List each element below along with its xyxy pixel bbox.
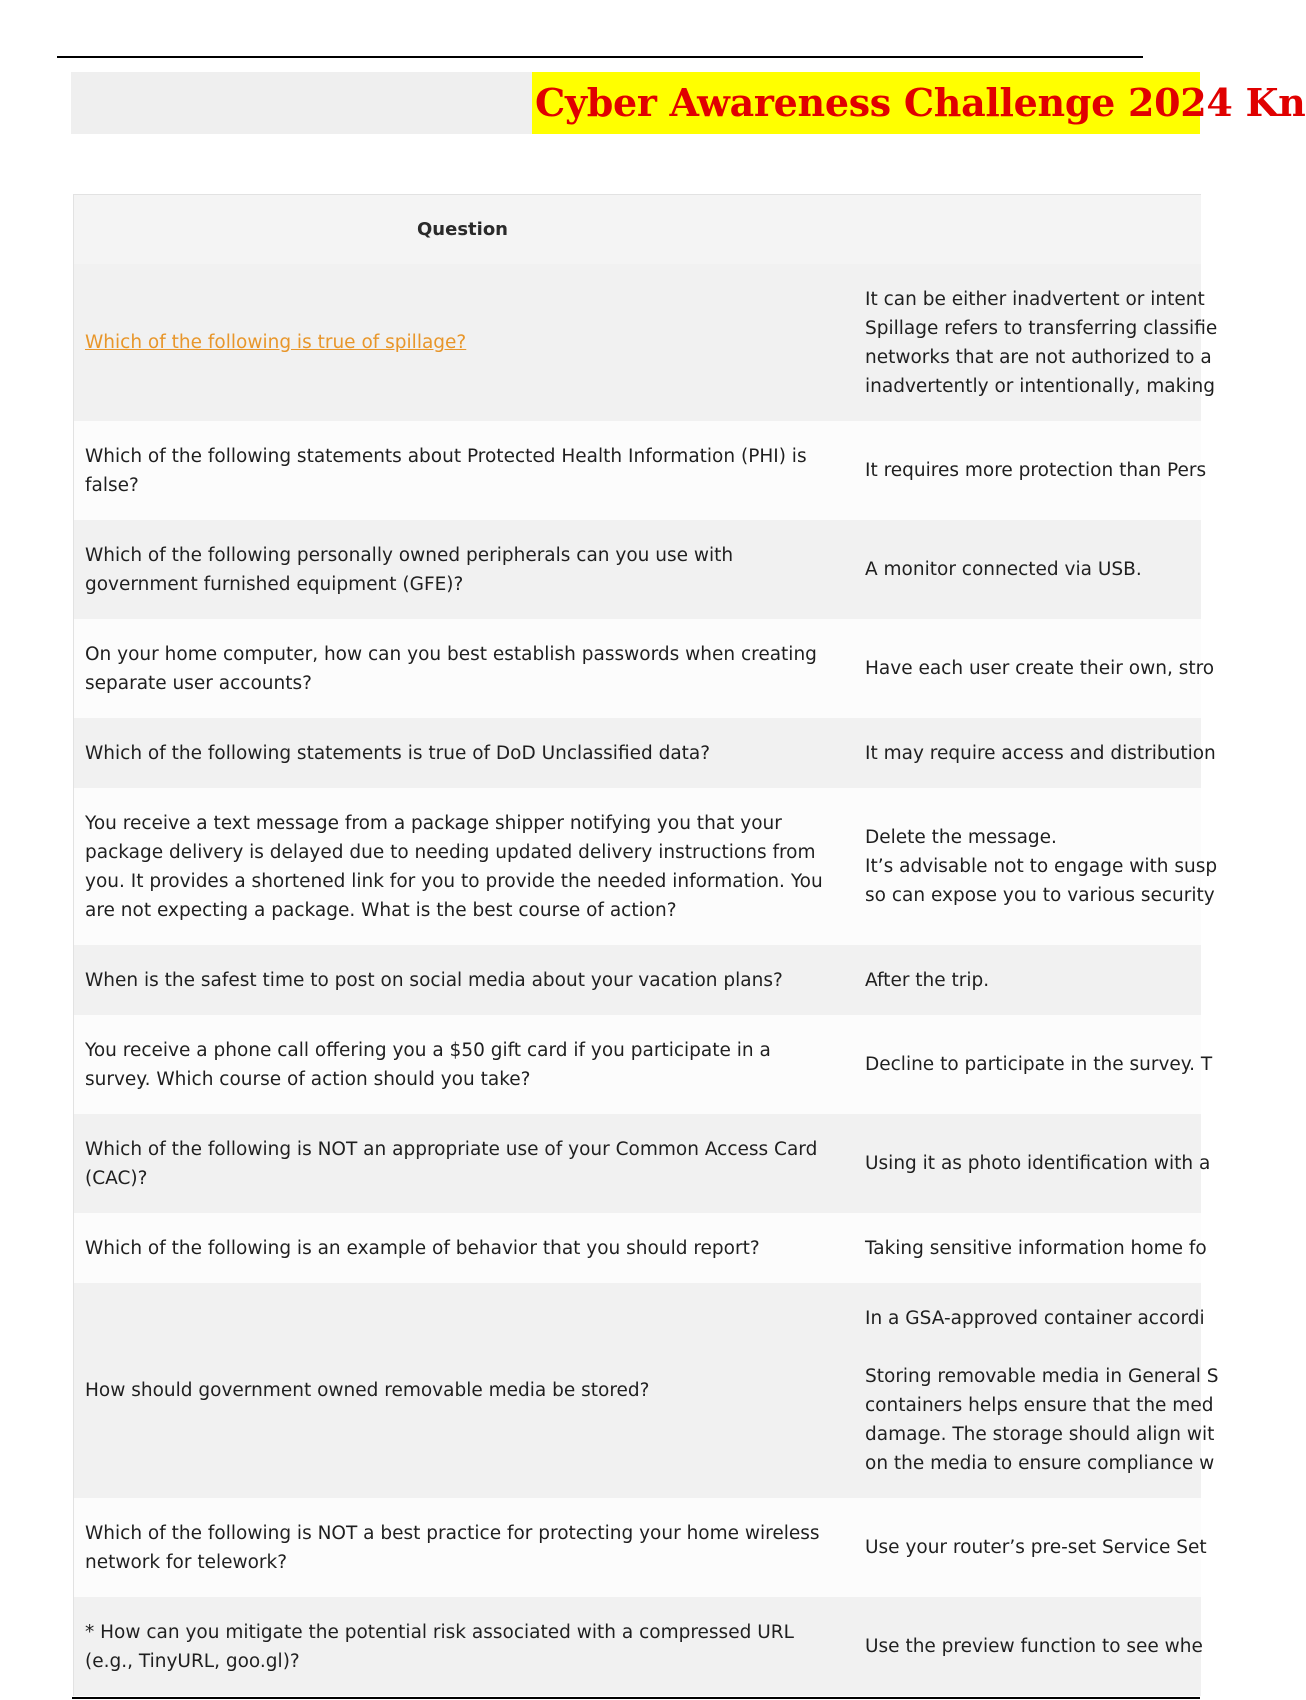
question-cell: Which of the following personally owned peripherals can you use with government furnished equipment (GFE)? — [85, 544, 734, 595]
table-row — [74, 619, 1215, 718]
answer-line: Use the preview function to see whe — [865, 1636, 1203, 1657]
table-row — [74, 718, 1216, 788]
answer-line — [865, 1333, 1219, 1362]
answer-line: After the trip. — [865, 969, 990, 991]
table-row — [74, 1015, 1213, 1114]
question-cell: You receive a phone call offering you a $50 gift card if you participate in a survey. Which course of action should you take? — [85, 1039, 771, 1090]
answer-cell — [851, 1533, 1207, 1562]
bottom-rule — [72, 1697, 1200, 1699]
answer-cell — [851, 1149, 1210, 1178]
answer-line: It can be either inadvertent or intent — [865, 288, 1205, 310]
table-row — [74, 1283, 1219, 1498]
question-cell: Which of the following statements is true of DoD Unclassified data? — [85, 742, 711, 764]
answer-cell — [851, 1050, 1212, 1079]
top-rule — [57, 56, 1143, 58]
answer-cell — [851, 1304, 1219, 1478]
table-row — [74, 1213, 1207, 1283]
answer-line: damage. The storage should align wit — [865, 1423, 1215, 1445]
answer-line: Spillage refers to transferring classifie — [865, 317, 1218, 339]
answer-cell — [851, 823, 1217, 910]
answer-line: Decline to participate in the survey. T — [865, 1054, 1213, 1075]
table-row — [74, 1114, 1211, 1213]
answer-line: It may require access and distribution — [865, 742, 1216, 764]
answer-line: Delete the message. — [865, 827, 1057, 848]
answer-line: networks that are not authorized to a — [865, 346, 1212, 368]
answer-line: on the media to ensure compliance w — [865, 1452, 1215, 1474]
table-row — [74, 421, 1207, 520]
answer-cell — [851, 456, 1206, 485]
table-header-row — [74, 195, 1201, 264]
answer-cell — [851, 739, 1216, 768]
answer-line: Taking sensitive information home fo — [865, 1237, 1207, 1259]
table-row — [74, 945, 1201, 1015]
answer-line: It requires more protection than Pers — [865, 460, 1207, 481]
question-cell: Which of the following is an example of behavior that you should report? — [85, 1237, 760, 1259]
document-title: Cyber Awareness Challenge 2024 Kn — [535, 80, 1306, 125]
answer-line: Use your router’s pre-set Service Set — [865, 1537, 1207, 1558]
answer-line: so can expose you to various security — [865, 885, 1215, 906]
answer-cell — [851, 285, 1217, 401]
question-cell: You receive a text message from a package shipper notifying you that your package delivery is delayed due to needing updated delivery instructions from you. It provides a shortened link for you to provide the needed information. You are not expecting a package. What is the best course of action? — [85, 812, 823, 921]
answer-line: It’s advisable not to engage with susp — [865, 856, 1218, 877]
table-row — [74, 520, 1201, 619]
answer-cell — [851, 654, 1214, 683]
table-row — [74, 1597, 1201, 1696]
question-cell — [74, 328, 851, 357]
answer-cell — [851, 1234, 1207, 1263]
question-link[interactable]: Which of the following is true of spillage? — [85, 332, 467, 353]
answer-cell — [851, 1632, 1203, 1661]
question-cell: * How can you mitigate the potential risk associated with a compressed URL (e.g., TinyURL, goo.gl)? — [85, 1621, 794, 1672]
question-cell: On your home computer, how can you best establish passwords when creating separate user accounts? — [85, 643, 817, 694]
table-row — [74, 1498, 1207, 1597]
question-cell: When is the safest time to post on social media about your vacation plans? — [85, 969, 783, 991]
answer-line: inadvertently or intentionally, making — [865, 375, 1215, 397]
question-column-header: Question — [417, 219, 508, 240]
question-cell: Which of the following is NOT a best practice for protecting your home wireless network for telework? — [85, 1522, 820, 1573]
table-row — [74, 264, 1218, 421]
table-row — [74, 788, 1218, 945]
answer-line: Have each user create their own, stro — [865, 658, 1215, 679]
answer-line: In a GSA-approved container accordi — [865, 1307, 1205, 1329]
question-cell: Which of the following statements about Protected Health Information (PHI) is false? — [85, 445, 807, 496]
title-highlight — [532, 72, 1306, 134]
question-cell: How should government owned removable media be stored? — [85, 1380, 650, 1401]
answer-line: containers helps ensure that the med — [865, 1394, 1214, 1416]
answer-cell — [851, 966, 1201, 995]
answer-line: Using it as photo identification with a — [865, 1153, 1211, 1174]
answer-line: A monitor connected via USB. — [865, 559, 1142, 580]
question-cell: Which of the following is NOT an appropriate use of your Common Access Card (CAC)? — [85, 1138, 818, 1189]
qa-table — [73, 194, 1219, 1696]
answer-cell — [851, 555, 1201, 584]
answer-line: Storing removable media in General S — [865, 1365, 1219, 1387]
